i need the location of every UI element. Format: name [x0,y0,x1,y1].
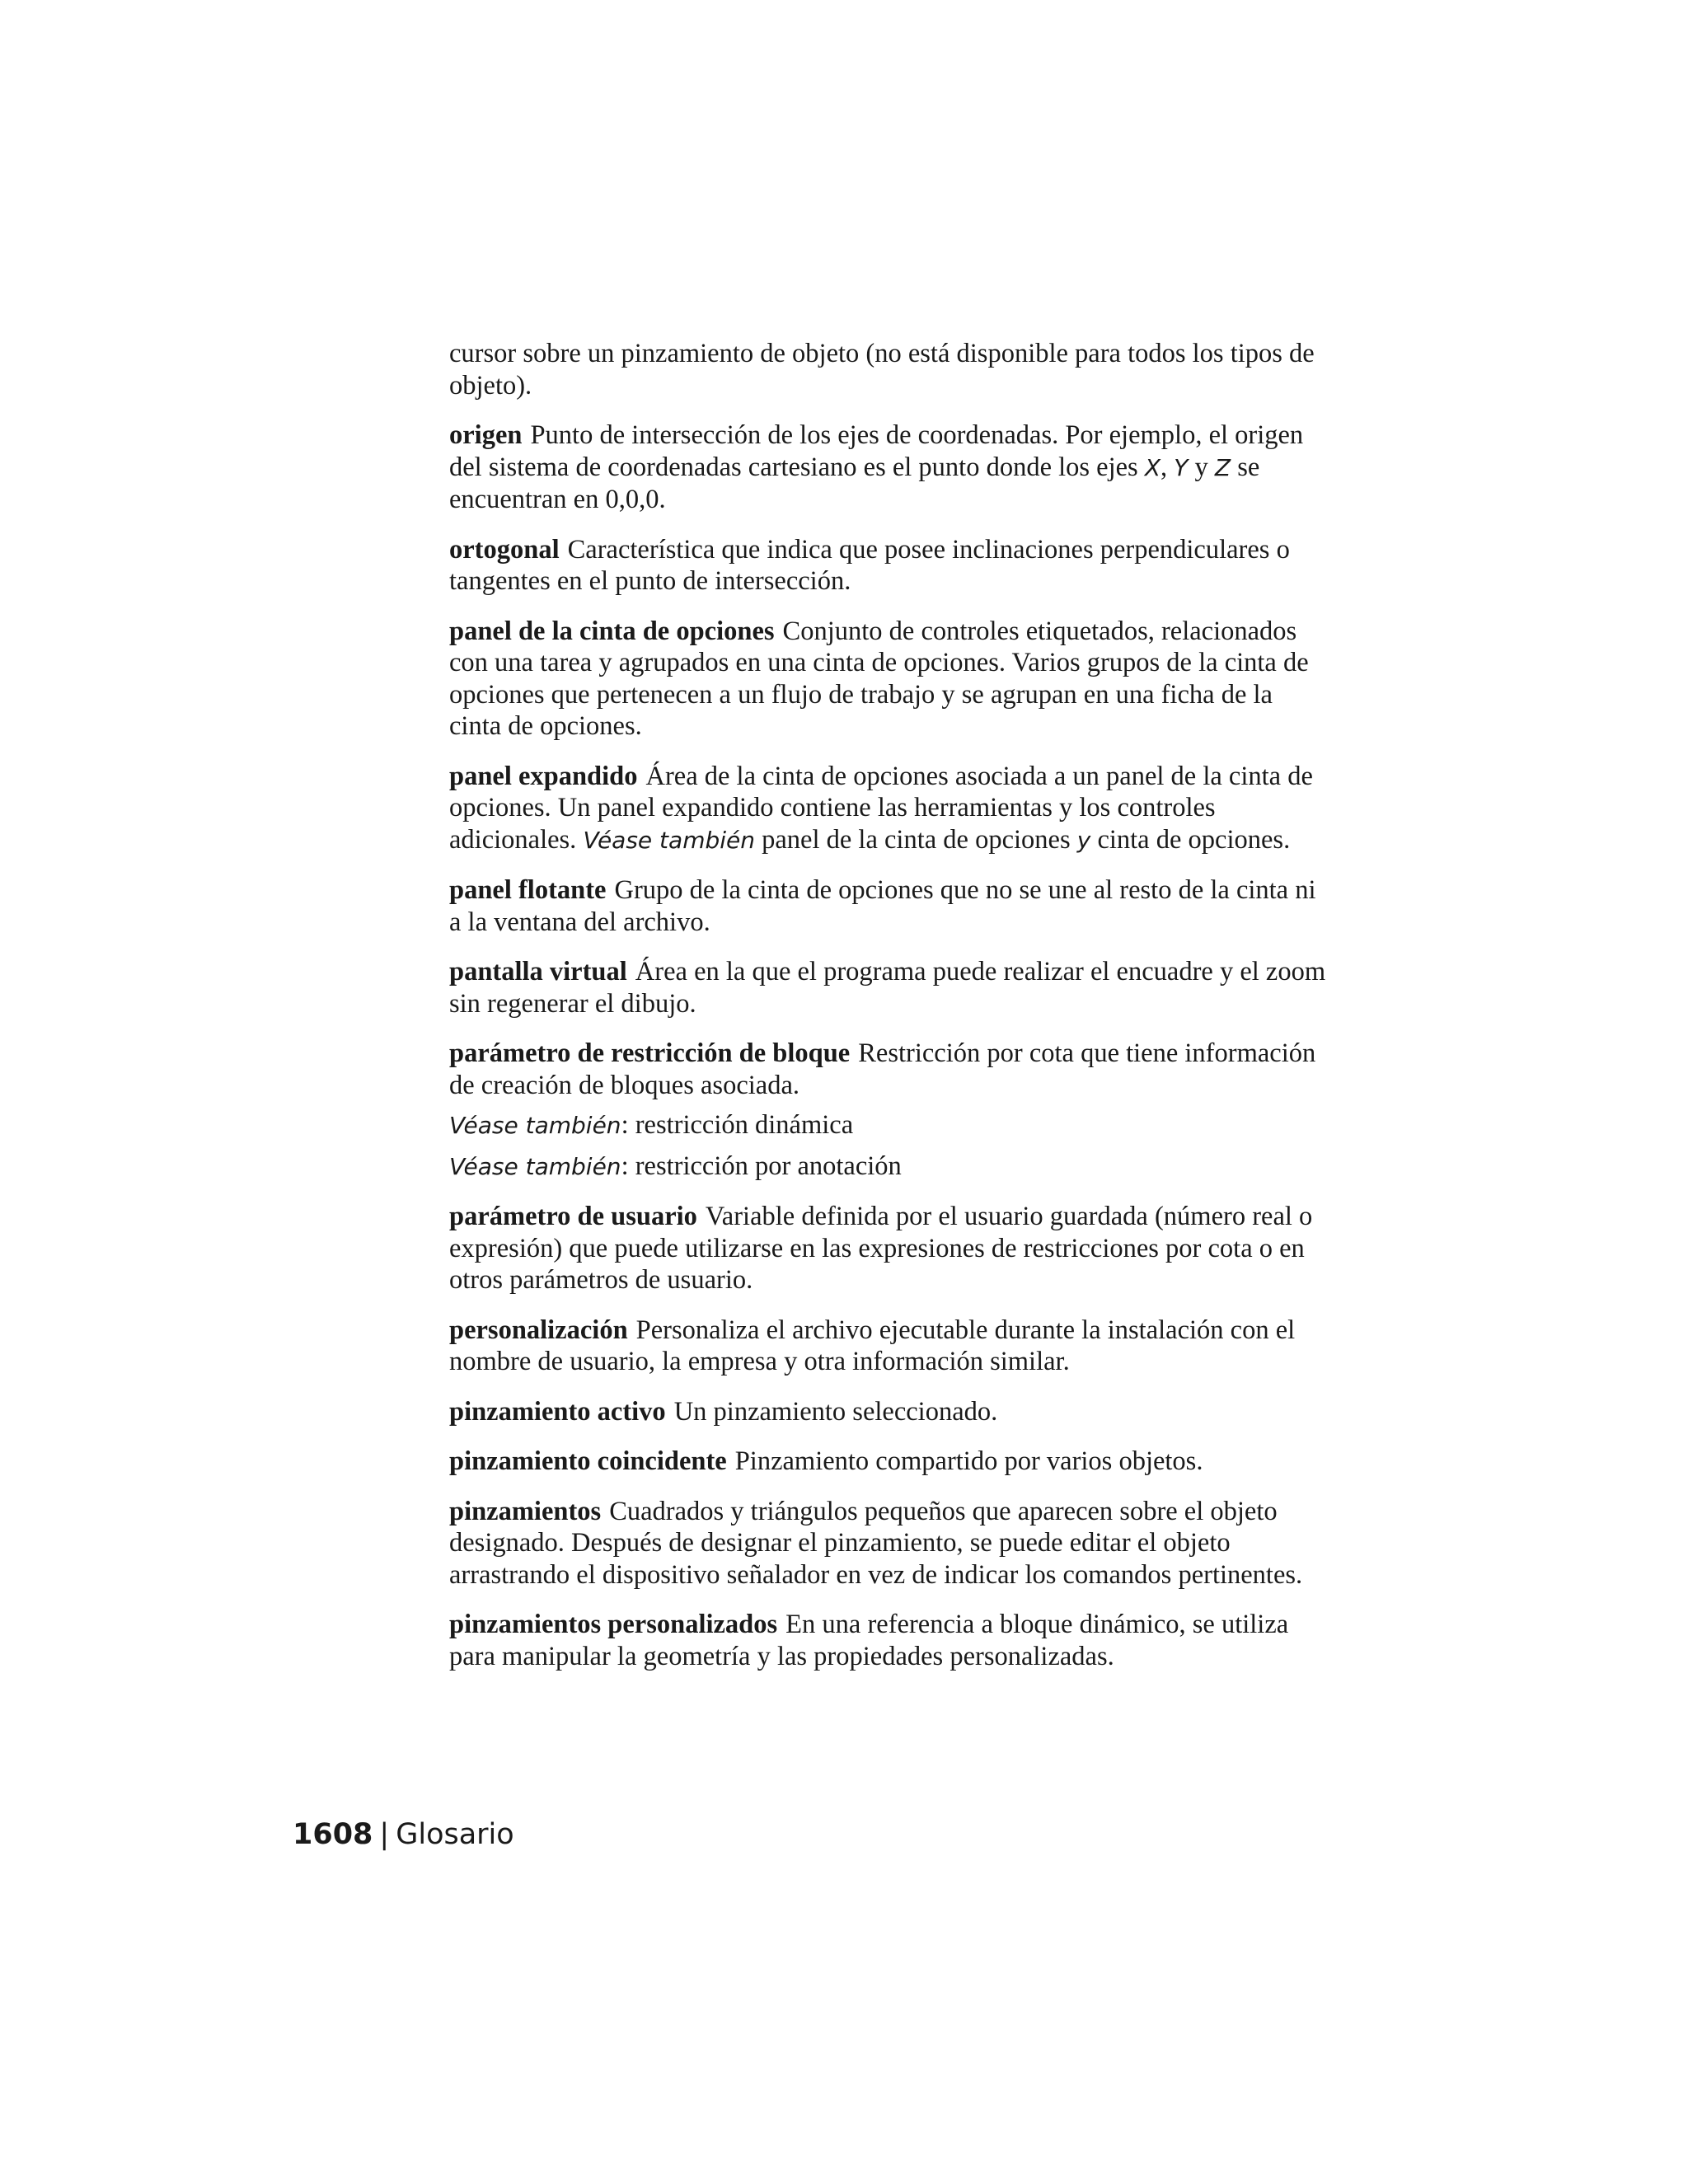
entry-definition: Área de la cinta de opciones asociada a un panel de la cinta de opciones. Un panel expandido contiene las herramientas y los controles adicionales. [449,761,1313,855]
entry-pinzamiento-coincidente [449,1446,1331,1478]
page-number: 1608 [293,1818,373,1851]
entry-definition: Conjunto de controles etiquetados, relacionados con una tarea y agrupados en una cinta de opciones. Varios grupos de la cinta de opciones que pertenecen a un flujo de trabajo y se agrupan en una ficha de la cinta de opciones. [449,616,1309,741]
entry-term: parámetro de restricción de bloque [449,1038,851,1068]
entry-term: pinzamiento activo [449,1396,666,1427]
entry-pinzamientos-personalizados [449,1609,1331,1672]
footer-separator: | [379,1818,390,1851]
entry-definition: Característica que indica que posee inclinaciones perpendiculares o tangentes en el punto de intersección. [449,534,1290,596]
entry-term: panel flotante [449,875,607,905]
entry-definition: Punto de intersección de los ejes de coordenadas. Por ejemplo, el origen del sistema de coordenadas cartesiano es el punto donde los ejes [449,420,1304,482]
entry-panel-flotante [449,874,1331,938]
entry-term: pinzamientos personalizados [449,1610,778,1639]
see-also-line [449,1151,1331,1183]
entry-pinzamientos [449,1496,1331,1591]
see-also-line [449,1109,1331,1142]
see-also-reference: panel de la cinta de opciones [755,824,1077,855]
entry-pantalla-virtual [449,956,1331,1019]
entry-term: pantalla virtual [449,957,627,987]
entry-ortogonal [449,534,1331,598]
entry-pinzamiento-activo [449,1396,1331,1428]
entry-term: panel de la cinta de opciones [449,616,775,646]
see-also-conjunction: y [1076,826,1091,854]
see-also-reference: : restricción por anotación [621,1151,902,1181]
entry-term: panel expandido [449,761,638,791]
entry-definition: Un pinzamiento seleccionado. [673,1396,998,1427]
see-also-reference: cinta de opciones. [1090,824,1291,855]
entry-term: ortogonal [449,534,560,565]
axis-y-label: Y [1174,453,1189,481]
entry-parametro-usuario [449,1201,1331,1296]
axis-conjunction: y [1188,452,1215,482]
entry-panel-expandido [449,761,1331,857]
page-footer [293,1816,514,1853]
entry-definition: Área en la que el programa puede realizar el encuadre y el zoom sin regenerar el dibujo. [449,957,1326,1019]
entry-term: pinzamientos [449,1496,602,1526]
section-title: Glosario [396,1818,514,1851]
see-also-reference: : restricción dinámica [621,1110,854,1140]
entry-definition: Restricción por cota que tiene información de creación de bloques asociada. [449,1038,1316,1100]
entry-definition-end: se encuentran en 0,0,0. [449,452,1260,514]
axis-x-label: X [1144,453,1161,481]
entry-parametro-restriccion-bloque [449,1038,1331,1101]
entry-term: origen [449,420,523,450]
entry-definition: Grupo de la cinta de opciones que no se une al resto de la cinta ni a la ventana del archivo. [449,875,1316,937]
see-also-label: Véase también [449,1152,621,1180]
entry-definition: Pinzamiento compartido por varios objetos. [734,1446,1203,1476]
axis-z-label: Z [1214,453,1231,481]
entry-term: personalización [449,1315,628,1345]
entry-definition: En una referencia a bloque dinámico, se utiliza para manipular la geometría y las propiedades personalizadas. [449,1610,1289,1671]
entry-personalizacion [449,1315,1331,1378]
entry-definition: Cuadrados y triángulos pequeños que aparecen sobre el objeto designado. Después de designar el pinzamiento, se puede editar el objeto arrastrando el dispositivo señalador en vez de indicar los comandos pertinentes. [449,1496,1303,1590]
axis-separator: , [1160,452,1175,482]
see-also-label: Véase también [449,1112,621,1139]
entry-definition: Variable definida por el usuario guardada (número real o expresión) que puede utilizarse en las expresiones de restricciones por cota o en otros parámetros de usuario. [449,1202,1313,1295]
see-also-label: Véase también [583,826,755,854]
entry-definition: Personaliza el archivo ejecutable durante la instalación con el nombre de usuario, la empresa y otra información similar. [449,1315,1296,1376]
entry-origen [449,419,1331,516]
entry-term: pinzamiento coincidente [449,1446,727,1476]
entry-panel-cinta [449,616,1331,743]
glossary-body [449,338,1331,1690]
continuation-text: cursor sobre un pinzamiento de objeto (no está disponible para todos los tipos de objeto). [449,339,1315,401]
entry-term: parámetro de usuario [449,1202,697,1231]
